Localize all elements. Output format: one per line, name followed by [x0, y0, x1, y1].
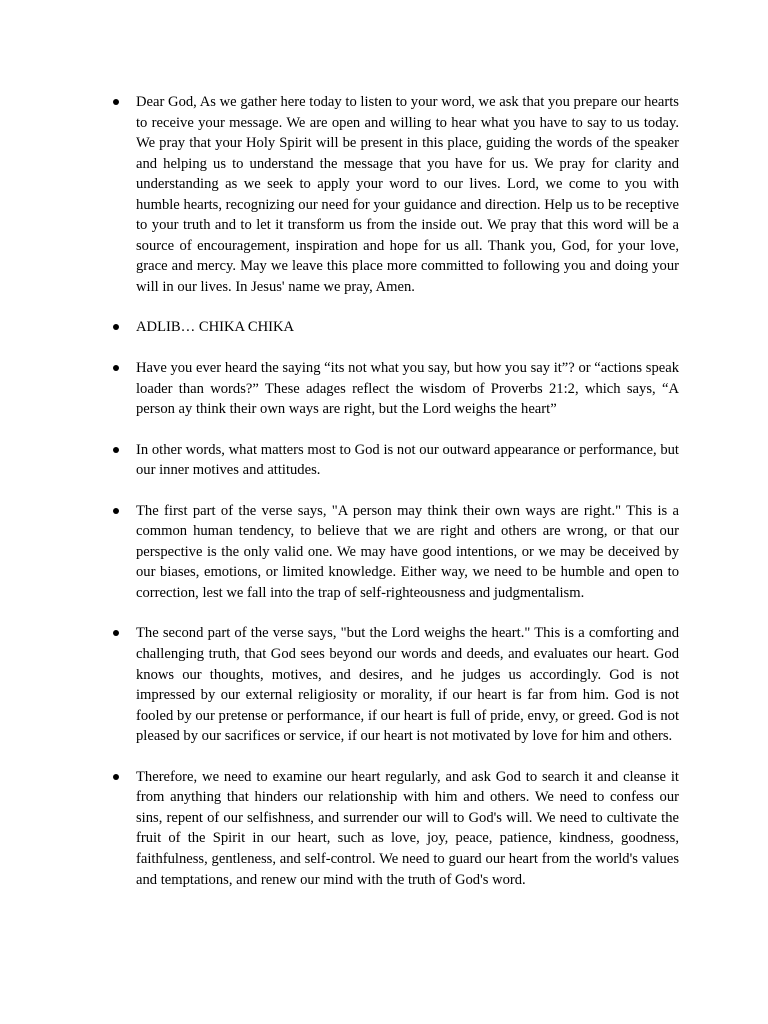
- bullet-icon: [113, 99, 119, 105]
- bullet-icon: [113, 630, 119, 636]
- bullet-item-second-part: [105, 623, 679, 746]
- bullet-icon: [113, 447, 119, 453]
- bullet-icon: [113, 365, 119, 371]
- bullet-text: Have you ever heard the saying “its not what you say, but how you say it”? or “actions speak loader than words?” These adages reflect the wisdom of Proverbs 21:2, which says, “A person ay think their own ways are right, but the Lord weighs the heart”: [136, 360, 679, 418]
- bullet-item-other-words: [105, 440, 679, 481]
- bullet-icon: [113, 508, 119, 514]
- bullet-item-first-part: [105, 501, 679, 604]
- bullet-text: The first part of the verse says, "A person may think their own ways are right." This is a common human tendency, to believe that we are right and others are wrong, or that our perspective is the only valid one. We may have good intentions, or we may be deceived by our biases, emotions, or limited knowledge. Either way, we need to be humble and open to correction, lest we fall into the trap of self-righteousness and judgmentalism.: [136, 502, 679, 601]
- bullet-list: [105, 92, 679, 910]
- bullet-item-adlib: [105, 317, 679, 338]
- bullet-text: Dear God, As we gather here today to listen to your word, we ask that you prepare our hearts to receive your message. We are open and willing to hear what you have to say to us today. We pray that your Holy Spirit will be present in this place, guiding the words of the speaker and helping us to understand the message that you have for us. We pray for clarity and understanding as we seek to apply your word to our lives. Lord, we come to you with humble hearts, recognizing our need for your guidance and direction. Help us to be receptive to your truth and to let it transform us from the inside out. We pray that this word will be a source of encouragement, inspiration and hope for us all. Thank you, God, for your love, grace and mercy. May we leave this place more committed to following you and doing your will in our lives. In Jesus' name we pray, Amen.: [136, 94, 679, 295]
- bullet-text: The second part of the verse says, "but the Lord weighs the heart." This is a comforting and challenging truth, that God sees beyond our words and deeds, and evaluates our heart. God knows our thoughts, motives, and desires, and he judges us accordingly. God is not impressed by our external religiosity or morality, if our heart is far from him. God is not fooled by our pretense or performance, if our heart is full of pride, envy, or greed. God is not pleased by our sacrifices or service, if our heart is not motivated by love for him and others.: [136, 625, 679, 745]
- bullet-item-therefore: [105, 767, 679, 890]
- bullet-text: Therefore, we need to examine our heart regularly, and ask God to search it and cleanse it from anything that hinders our relationship with him and others. We need to confess our sins, repent of our selfishness, and surrender our will to God's will. We need to cultivate the fruit of the Spirit in our heart, such as love, joy, peace, patience, kindness, goodness, faithfulness, gentleness, and self-control. We need to guard our heart from the world's values and temptations, and renew our mind with the truth of God's word.: [136, 768, 679, 888]
- bullet-icon: [113, 324, 119, 330]
- bullet-text: In other words, what matters most to God is not our outward appearance or performance, but our inner motives and attitudes.: [136, 441, 679, 479]
- bullet-icon: [113, 774, 119, 780]
- bullet-text: ADLIB… CHIKA CHIKA: [136, 319, 295, 336]
- bullet-item-prayer: [105, 92, 679, 297]
- bullet-item-saying: [105, 358, 679, 420]
